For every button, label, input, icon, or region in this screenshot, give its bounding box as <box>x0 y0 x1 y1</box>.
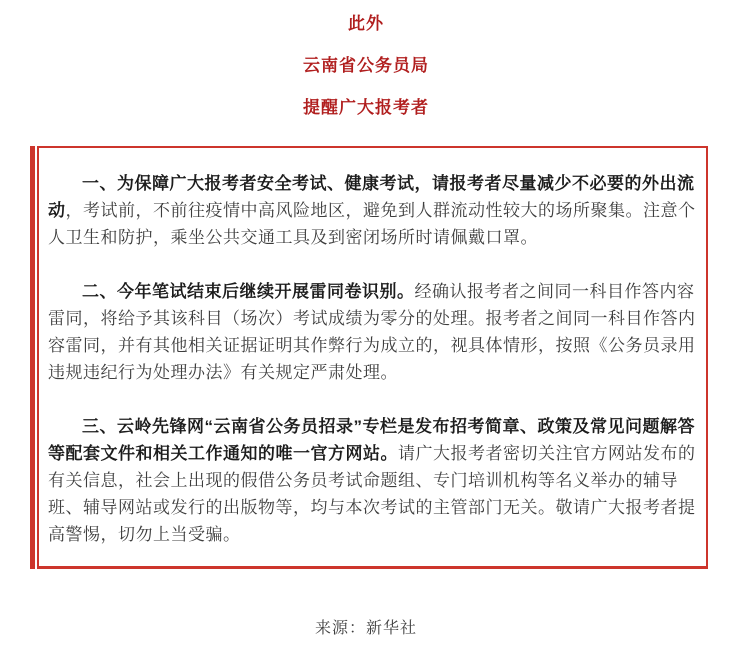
notice-paragraph-2 <box>48 278 697 386</box>
headline-reminder: 提醒广大报考者 <box>303 98 429 117</box>
paragraph-1-lead-bold: 一、为保障广大报考者安全考试、健康考试，请报考者尽量减少不必要的外出流动 <box>48 174 695 220</box>
notice-content <box>37 146 708 569</box>
headline-cixwai: 此外 <box>348 14 384 33</box>
notice-box <box>30 146 708 569</box>
notice-paragraph-1 <box>48 170 697 251</box>
paragraph-3-lead-bold: 三、云岭先锋网“云南省公务员招录”专栏是发布招考简章、政策及常见问题解答等配套文件和相关工作通知的唯一官方网站。 <box>48 417 695 463</box>
left-accent-bar <box>30 146 35 569</box>
notice-paragraph-3 <box>48 413 697 548</box>
paragraph-2-body: 经确认报考者之间同一科目作答内容雷同，将给予其该科目（场次）考试成绩为零分的处理。报考者之间同一科目作答内容雷同，并有其他相关证据证明其作弊行为成立的，视具体情形，按照《公务员录用违规违纪行为处理办法》有关规定严肃处理。 <box>48 282 696 382</box>
paragraph-3-body: 请广大报考者密切关注官方网站发布的有关信息，社会上出现的假借公务员考试命题组、专门培训机构等名义举办的辅导班、辅导网站或发行的出版物等，均与本次考试的主管部门无关。敬请广大报考者提高警惕，切勿上当受骗。 <box>48 444 696 544</box>
headline-agency: 云南省公务员局 <box>303 56 429 75</box>
paragraph-1-body: ，考试前，不前往疫情中高风险地区，避免到人群流动性较大的场所聚集。注意个人卫生和防护，乘坐公共交通工具及到密闭场所时请佩戴口罩。 <box>48 201 696 247</box>
source-line: 来源：新华社 <box>314 620 417 637</box>
paragraph-2-lead-bold: 二、今年笔试结束后继续开展雷同卷识别。 <box>82 282 415 301</box>
